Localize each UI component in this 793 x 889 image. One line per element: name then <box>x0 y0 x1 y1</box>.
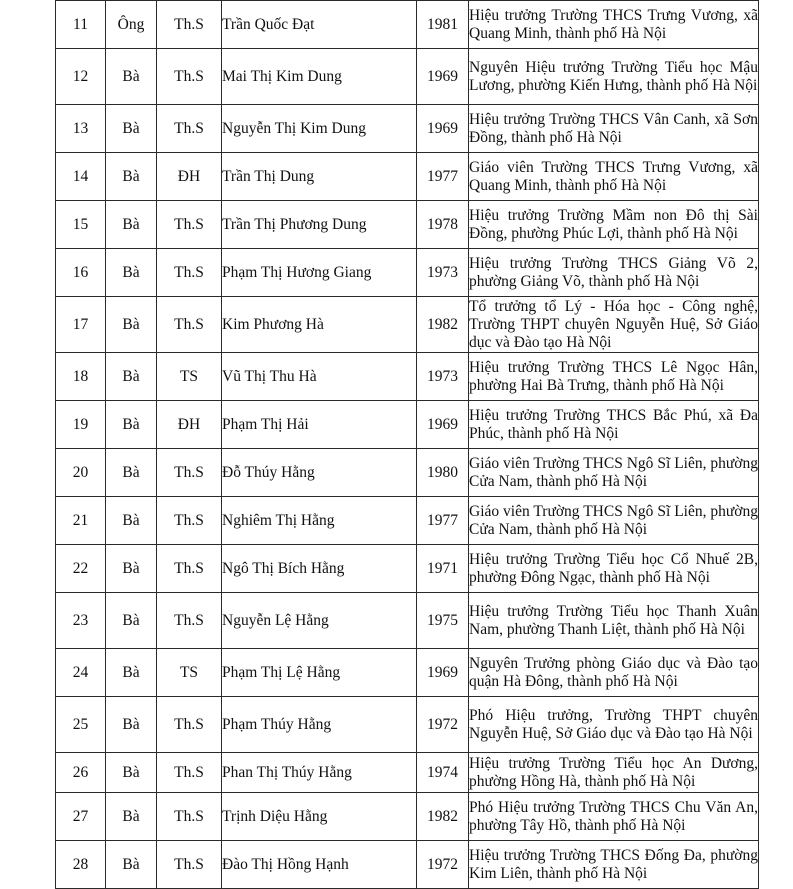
table-row <box>56 49 759 105</box>
row-number-cell: 16 <box>56 249 106 297</box>
position-cell: Hiệu trưởng Trường THCS Bắc Phú, xã Đa Phúc, thành phố Hà Nội <box>469 401 759 449</box>
table-row <box>56 249 759 297</box>
row-number-cell: 26 <box>56 753 106 793</box>
position-cell: Hiệu trưởng Trường THCS Lê Ngọc Hân, phường Hai Bà Trưng, thành phố Hà Nội <box>469 353 759 401</box>
row-number-cell: 19 <box>56 401 106 449</box>
birth-year-cell: 1972 <box>417 841 469 889</box>
honorific-cell: Ông <box>106 1 157 49</box>
birth-year-cell: 1982 <box>417 793 469 841</box>
birth-year-cell: 1973 <box>417 353 469 401</box>
full-name-cell: Đỗ Thúy Hằng <box>222 449 417 497</box>
full-name-cell: Phạm Thị Hương Giang <box>222 249 417 297</box>
table-row <box>56 497 759 545</box>
birth-year-cell: 1981 <box>417 1 469 49</box>
position-cell: Tổ trưởng tổ Lý - Hóa học - Công nghệ, Trường THPT chuyên Nguyễn Huệ, Sở Giáo dục và Đào tạo Hà Nội <box>469 297 758 351</box>
position-cell: Nguyên Hiệu trưởng Trường Tiểu học Mậu Lương, phường Kiến Hưng, thành phố Hà Nội <box>469 49 759 105</box>
row-number-cell: 24 <box>56 649 106 697</box>
row-number-cell: 28 <box>56 841 106 889</box>
honorific-cell: Bà <box>106 201 157 249</box>
birth-year-cell: 1969 <box>417 49 469 105</box>
position-cell: Hiệu trưởng Trường Tiểu học Thanh Xuân Nam, phường Thanh Liệt, thành phố Hà Nội <box>469 593 759 649</box>
degree-cell: Th.S <box>157 753 222 793</box>
honorific-cell: Bà <box>106 793 157 841</box>
row-number-cell: 22 <box>56 545 106 593</box>
degree-cell: Th.S <box>157 697 222 753</box>
full-name-cell: Nghiêm Thị Hằng <box>222 497 417 545</box>
table-row <box>56 1 759 49</box>
table-row <box>56 545 759 593</box>
degree-cell: Th.S <box>157 297 222 353</box>
full-name-cell: Phạm Thị Hải <box>222 401 417 449</box>
honorific-cell: Bà <box>106 249 157 297</box>
table-row <box>56 105 759 153</box>
position-cell: Giáo viên Trường THCS Trưng Vương, xã Quang Minh, thành phố Hà Nội <box>469 153 759 201</box>
position-cell: Phó Hiệu trưởng, Trường THPT chuyên Nguyễn Huệ, Sở Giáo dục và Đào tạo Hà Nội <box>469 697 759 753</box>
degree-cell: TS <box>157 649 222 697</box>
honorific-cell: Bà <box>106 449 157 497</box>
birth-year-cell: 1982 <box>417 297 469 353</box>
table-row <box>56 401 759 449</box>
row-number-cell: 17 <box>56 297 106 353</box>
table-row <box>56 297 759 353</box>
degree-cell: Th.S <box>157 793 222 841</box>
row-number-cell: 18 <box>56 353 106 401</box>
full-name-cell: Nguyễn Thị Kim Dung <box>222 105 417 153</box>
row-number-cell: 20 <box>56 449 106 497</box>
row-number-cell: 25 <box>56 697 106 753</box>
row-number-cell: 13 <box>56 105 106 153</box>
honorific-cell: Bà <box>106 497 157 545</box>
full-name-cell: Phạm Thúy Hằng <box>222 697 417 753</box>
honorific-cell: Bà <box>106 353 157 401</box>
table-row <box>56 753 759 793</box>
birth-year-cell: 1974 <box>417 753 469 793</box>
position-cell: Hiệu trưởng Trường THCS Trưng Vương, xã Quang Minh, thành phố Hà Nội <box>469 1 759 49</box>
birth-year-cell: 1975 <box>417 593 469 649</box>
table-row <box>56 649 759 697</box>
table-row <box>56 841 759 889</box>
birth-year-cell: 1980 <box>417 449 469 497</box>
honorific-cell: Bà <box>106 297 157 353</box>
position-cell: Hiệu trưởng Trường THCS Vân Canh, xã Sơn Đồng, thành phố Hà Nội <box>469 105 759 153</box>
personnel-table <box>55 0 759 889</box>
row-number-cell: 11 <box>56 1 106 49</box>
full-name-cell: Ngô Thị Bích Hằng <box>222 545 417 593</box>
degree-cell: Th.S <box>157 49 222 105</box>
degree-cell: Th.S <box>157 841 222 889</box>
row-number-cell: 21 <box>56 497 106 545</box>
full-name-cell: Phạm Thị Lệ Hằng <box>222 649 417 697</box>
birth-year-cell: 1969 <box>417 649 469 697</box>
table-row <box>56 697 759 753</box>
degree-cell: Th.S <box>157 449 222 497</box>
honorific-cell: Bà <box>106 105 157 153</box>
position-cell: Hiệu trưởng Trường THCS Đống Đa, phường Kim Liên, thành phố Hà Nội <box>469 841 759 889</box>
full-name-cell: Trần Thị Dung <box>222 153 417 201</box>
degree-cell: Th.S <box>157 105 222 153</box>
full-name-cell: Trần Quốc Đạt <box>222 1 417 49</box>
table-row <box>56 449 759 497</box>
degree-cell: Th.S <box>157 545 222 593</box>
table-row <box>56 793 759 841</box>
birth-year-cell: 1978 <box>417 201 469 249</box>
honorific-cell: Bà <box>106 593 157 649</box>
degree-cell: TS <box>157 353 222 401</box>
position-cell: Phó Hiệu trưởng Trường THCS Chu Văn An, phường Tây Hồ, thành phố Hà Nội <box>469 793 759 841</box>
row-number-cell: 27 <box>56 793 106 841</box>
full-name-cell: Vũ Thị Thu Hà <box>222 353 417 401</box>
full-name-cell: Trịnh Diệu Hằng <box>222 793 417 841</box>
row-number-cell: 12 <box>56 49 106 105</box>
birth-year-cell: 1971 <box>417 545 469 593</box>
position-cell: Nguyên Trưởng phòng Giáo dục và Đào tạo quận Hà Đông, thành phố Hà Nội <box>469 649 759 697</box>
full-name-cell: Đào Thị Hồng Hạnh <box>222 841 417 889</box>
table-row <box>56 153 759 201</box>
honorific-cell: Bà <box>106 753 157 793</box>
position-cell: Hiệu trưởng Trường Tiểu học An Dương, phường Hồng Hà, thành phố Hà Nội <box>469 753 759 793</box>
position-cell: Hiệu trưởng Trường Tiểu học Cổ Nhuế 2B, phường Đông Ngạc, thành phố Hà Nội <box>469 545 759 593</box>
full-name-cell: Kim Phương Hà <box>222 297 417 353</box>
birth-year-cell: 1977 <box>417 497 469 545</box>
birth-year-cell: 1969 <box>417 105 469 153</box>
full-name-cell: Phan Thị Thúy Hằng <box>222 753 417 793</box>
full-name-cell: Mai Thị Kim Dung <box>222 49 417 105</box>
position-cell: Hiệu trưởng Trường Mầm non Đô thị Sài Đồng, phường Phúc Lợi, thành phố Hà Nội <box>469 201 759 249</box>
honorific-cell: Bà <box>106 49 157 105</box>
honorific-cell: Bà <box>106 153 157 201</box>
position-cell: Giáo viên Trường THCS Ngô Sĩ Liên, phường Cửa Nam, thành phố Hà Nội <box>469 497 759 545</box>
degree-cell: Th.S <box>157 497 222 545</box>
birth-year-cell: 1969 <box>417 401 469 449</box>
birth-year-cell: 1972 <box>417 697 469 753</box>
honorific-cell: Bà <box>106 545 157 593</box>
position-cell: Giáo viên Trường THCS Ngô Sĩ Liên, phường Cửa Nam, thành phố Hà Nội <box>469 449 759 497</box>
row-number-cell: 15 <box>56 201 106 249</box>
degree-cell: Th.S <box>157 249 222 297</box>
degree-cell: Th.S <box>157 1 222 49</box>
full-name-cell: Nguyễn Lệ Hằng <box>222 593 417 649</box>
full-name-cell: Trần Thị Phương Dung <box>222 201 417 249</box>
row-number-cell: 23 <box>56 593 106 649</box>
degree-cell: Th.S <box>157 201 222 249</box>
table-row <box>56 593 759 649</box>
table-row <box>56 201 759 249</box>
birth-year-cell: 1973 <box>417 249 469 297</box>
honorific-cell: Bà <box>106 841 157 889</box>
degree-cell: ĐH <box>157 401 222 449</box>
personnel-table-body <box>56 1 759 889</box>
honorific-cell: Bà <box>106 649 157 697</box>
row-number-cell: 14 <box>56 153 106 201</box>
table-row <box>56 353 759 401</box>
honorific-cell: Bà <box>106 697 157 753</box>
position-cell: Hiệu trưởng Trường THCS Giảng Võ 2, phường Giảng Võ, thành phố Hà Nội <box>469 249 759 297</box>
degree-cell: Th.S <box>157 593 222 649</box>
degree-cell: ĐH <box>157 153 222 201</box>
birth-year-cell: 1977 <box>417 153 469 201</box>
honorific-cell: Bà <box>106 401 157 449</box>
